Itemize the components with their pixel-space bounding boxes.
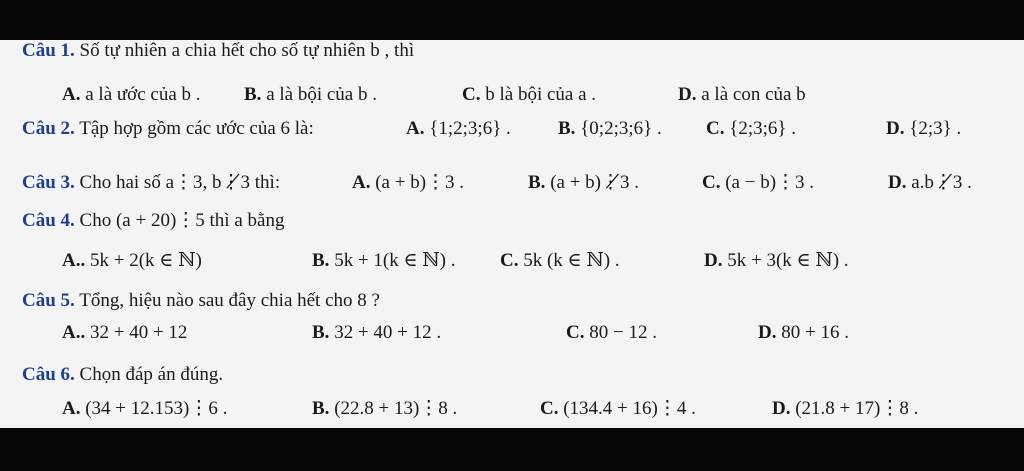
q1-option-c[interactable]: C. b là bội của a . <box>462 84 597 105</box>
q5-option-d[interactable]: D. 80 + 16 . <box>758 322 849 343</box>
question-1-text: Số tự nhiên a chia hết cho số tự nhiên b , thì <box>79 40 415 61</box>
question-1-label: Câu 1. <box>22 40 75 61</box>
question-3-label: Câu 3. <box>22 172 75 193</box>
q3-option-b[interactable]: B. (a + b)⋮̸3 . <box>528 172 639 193</box>
q5-option-c[interactable]: C. 80 − 12 . <box>566 322 657 343</box>
question-3 <box>22 172 280 194</box>
q2-option-c[interactable]: C. {2;3;6} . <box>706 118 797 139</box>
top-black-bar <box>0 0 1024 40</box>
question-6-label: Câu 6. <box>22 364 75 385</box>
question-5-text: Tổng, hiệu nào sau đây chia hết cho 8 ? <box>79 290 380 311</box>
question-2 <box>22 118 314 140</box>
q1-option-a[interactable]: A. a là ước của b . <box>62 84 201 105</box>
question-3-text: Cho hai số a⋮3, b⋮̸3 thì: <box>79 172 281 193</box>
question-6-text: Chọn đáp án đúng. <box>79 364 224 385</box>
q5-option-b[interactable]: B. 32 + 40 + 12 . <box>312 322 442 343</box>
q2-option-a[interactable]: A. {1;2;3;6} . <box>406 118 511 139</box>
q4-option-d[interactable]: D. 5k + 3(k ∈ ℕ) . <box>704 250 849 271</box>
q2-option-b[interactable]: B. {0;2;3;6} . <box>558 118 662 139</box>
question-2-label: Câu 2. <box>22 118 75 139</box>
q4-option-a[interactable]: A.. 5k + 2(k ∈ ℕ) <box>62 250 202 271</box>
q3-option-c[interactable]: C. (a − b)⋮3 . <box>702 172 815 193</box>
question-5-label: Câu 5. <box>22 290 75 311</box>
q4-option-b[interactable]: B. 5k + 1(k ∈ ℕ) . <box>312 250 456 271</box>
question-5 <box>22 290 380 312</box>
question-6 <box>22 364 223 386</box>
q5-option-a[interactable]: A.. 32 + 40 + 12 <box>62 322 188 343</box>
bottom-black-bar <box>0 428 1024 471</box>
q6-option-b[interactable]: B. (22.8 + 13)⋮8 . <box>312 398 458 419</box>
q4-option-c[interactable]: C. 5k (k ∈ ℕ) . <box>500 250 620 271</box>
q6-option-a[interactable]: A. (34 + 12.153)⋮6 . <box>62 398 228 419</box>
question-4-label: Câu 4. <box>22 210 75 231</box>
question-4 <box>22 210 284 232</box>
worksheet <box>0 40 1024 428</box>
q1-option-d[interactable]: D. a là con của b <box>678 84 806 105</box>
q6-option-d[interactable]: D. (21.8 + 17)⋮8 . <box>772 398 919 419</box>
q6-option-c[interactable]: C. (134.4 + 16)⋮4 . <box>540 398 696 419</box>
question-4-text: Cho (a + 20)⋮5 thì a bằng <box>79 210 285 231</box>
q3-option-d[interactable]: D. a.b⋮̸3 . <box>888 172 972 193</box>
q1-option-b[interactable]: B. a là bội của b . <box>244 84 377 105</box>
question-2-text: Tập hợp gồm các ước của 6 là: <box>79 118 314 139</box>
q3-option-a[interactable]: A. (a + b)⋮3 . <box>352 172 465 193</box>
question-1 <box>22 40 414 62</box>
q2-option-d[interactable]: D. {2;3} . <box>886 118 962 139</box>
